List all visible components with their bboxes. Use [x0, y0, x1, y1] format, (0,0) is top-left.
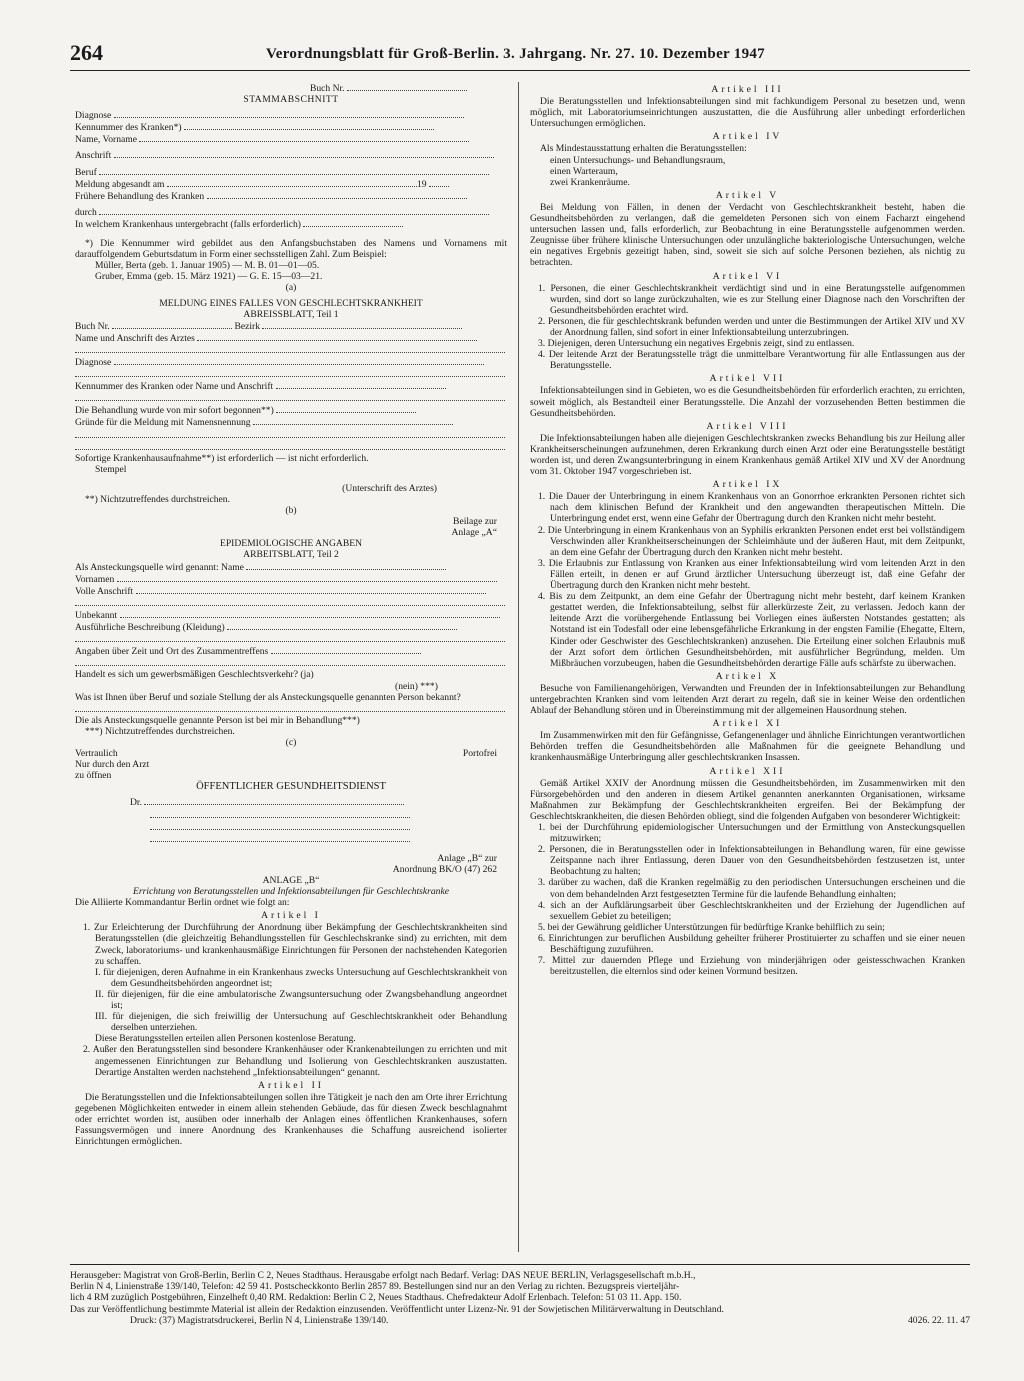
- was-ist-text: Was ist Ihnen über Beruf und soziale Stellung der als Ansteckungsquelle genannten Person bekannt?: [75, 691, 461, 703]
- nein-label: (nein) ***): [395, 680, 438, 692]
- form-fill-line: [276, 380, 446, 389]
- blank-line: [75, 368, 507, 380]
- form-fill-line: [75, 597, 505, 606]
- form-fill-line: [75, 429, 505, 438]
- anlage-b-ref-2: Anordnung BK/O (47) 262: [392, 863, 497, 875]
- handelt-line: [75, 669, 507, 680]
- form-fill-line: [144, 796, 404, 805]
- unterschrift-label: (Unterschrift des Arztes): [342, 482, 437, 494]
- imprint-line: lich 4 RM zuzüglich Postgebühren, Einzelheft 0,40 RM. Redaktion: Berlin C 2, Neues Stadthaus. Chefredakteur Adolf Erlenbach. Telefon: 51 03 11. App. 150.: [70, 1292, 682, 1304]
- field-label: durch: [75, 206, 97, 218]
- buch-nr-line: [75, 82, 507, 94]
- article-7-para: Infektionsabteilungen sind in Gebieten, wo es die Gesundheitsbehörden für erforderlich erachten, zu errichten, soweit möglich, als Bestandteil einer Beratungsstelle. Die Anzahl der vorzusehenden Betten bestimmen die Gesundheitsbehörden.: [530, 385, 965, 419]
- field-label: Frühere Behandlung des Kranken: [75, 190, 205, 202]
- nur-durch-label: Nur durch den Arzt: [75, 759, 150, 771]
- spacer: [75, 845, 507, 853]
- field-label: Bezirk: [234, 320, 261, 332]
- meldung-field: [75, 332, 507, 344]
- field-label: Anschrift: [75, 150, 112, 162]
- form-fill-line: [75, 633, 505, 642]
- spacer: [75, 475, 507, 483]
- article-9-item: 3. Die Erlaubnis zur Entlassung von Kranken aus einer Infektionsabteilung wird vom leitenden Arzt in den Fällen erteilt, in denen er auf Grund ärztlicher Untersuchung überzeugt ist, daß eine Gefahr der Übertragung durch den Kranken nicht mehr besteht.: [538, 557, 965, 592]
- kennummer-footnote: *) Die Kennummer wird gebildet aus den Anfangsbuchstaben des Namens und Vornamens mit darauffolgendem Geburtsdatum in Form einer sechsstelligen Zahl. Zum Beispiel:: [75, 238, 507, 261]
- meldung-buch-line: [75, 320, 507, 332]
- vertraulich-label: Vertraulich: [75, 748, 118, 760]
- article-4-item: einen Warteraum,: [550, 165, 618, 177]
- form-fill-line: [227, 621, 457, 630]
- stamm-field: [75, 133, 507, 145]
- sofortige-line: Sofortige Krankenhausaufnahme**) ist erforderlich — ist nicht erforderlich.: [75, 452, 369, 464]
- article-7-heading: Artikel VII: [709, 373, 786, 385]
- epi-field: [75, 645, 507, 657]
- field-label: Buch Nr.: [75, 320, 110, 332]
- form-fill-line: [184, 121, 434, 130]
- spacer: [75, 230, 507, 238]
- article-12-item: 5. bei der Gewährung geldlicher Unterstützungen für bedürftige Kranke behilflich zu sein;: [538, 921, 885, 933]
- anlage-b-subtitle: Errichtung von Beratungsstellen und Infektionsabteilungen für Geschlechtskranke: [133, 886, 449, 898]
- left-column: [75, 82, 507, 1262]
- stamm-field: [75, 149, 507, 161]
- field-label: Kennummer des Kranken*): [75, 122, 182, 134]
- epi-field: [75, 561, 507, 573]
- form-fill-line: [150, 833, 410, 842]
- running-title: Verordnungsblatt für Groß-Berlin. 3. Jahrgang. Nr. 27. 10. Dezember 1947: [266, 46, 765, 62]
- article-10-para: Besuche von Familienangehörigen, Verwandten und Freunden der in Infektionsabteilungen zur Behandlung untergebrachten Kranken sind vom leitenden Arzt derart zu regeln, daß sie in keiner Weise den ordentlichen Ablauf der Behandlung stören und in Übereinstimmung mit der allgemeinen Hausordnung stehen.: [530, 682, 965, 717]
- form-fill-line: [114, 109, 464, 118]
- form-fill-line: [139, 133, 469, 142]
- article-6-heading: Artikel VI: [712, 270, 783, 282]
- article-11-para: Im Zusammenwirken mit den für Gefängnisse, Gefangenenlager und ähnliche Einrichtungen verantwortlichen Behörden treffen die Gesundheitsbehörden alle Maßnahmen für die geeignete Behandlung und krankenhausmäßige Unterbringung aller geschlechtskranken Insassen.: [530, 730, 965, 764]
- article-4-item: zwei Krankenräume.: [550, 176, 630, 188]
- form-fill-line: [167, 178, 417, 187]
- stamm-field: [75, 121, 507, 133]
- field-label: Als Ansteckungsquelle wird genannt: Name: [75, 561, 244, 573]
- article-1-para: 1. Zur Erleichterung der Durchführung der Anordnung über Bekämpfung der Geschlechtskrankheiten sind Beratungsstellen (die gleichzeitig Behandlungsstellen für Geschlechskranke sind) zu errichten, mit dem Zweck, laboratoriums- und krankenhausmäßige Einrichtungen für Personen der nachstehenden Kategorien zu schaffen.: [83, 922, 507, 967]
- article-6-item: 4. Der leitende Arzt der Beratungsstelle trägt die unmittelbare Verantwortung für alle Entlassungen aus der Beratungsstelle.: [538, 349, 965, 372]
- field-label: Vornamen: [75, 573, 115, 585]
- field-label: Die Behandlung wurde von mir sofort begonnen**): [75, 405, 274, 417]
- form-fill-line: [114, 149, 494, 158]
- form-fill-line: [347, 82, 467, 91]
- form-fill-line: [271, 645, 421, 654]
- article-12-item: 4. sich an der Aufklärungsarbeit über Geschlechtskrankheiten und der Erziehung der Jugendlichen auf sexuellem Gebiet zu beteiligen;: [538, 899, 965, 922]
- form-fill-line: [75, 441, 505, 450]
- form-fill-line: [75, 344, 505, 353]
- article-12-item: 2. Personen, die in Beratungsstellen oder in Infektionsabteilungen in Behandlung waren, für eine gewisse Zeitspanne nach ihrer Entlassung, deren Dauer von den Gesundheitsbehörden festzusetzen ist, unter Beobachtung zu halten;: [538, 844, 965, 878]
- footer-rule: [70, 1264, 970, 1265]
- blank-line: [75, 597, 507, 609]
- meldung-field: [75, 416, 507, 428]
- nicht-footnote-1: **) Nichtzutreffendes durchstreichen.: [85, 494, 231, 505]
- field-label: Diagnose: [75, 356, 112, 368]
- form-fill-line: [253, 416, 453, 425]
- article-6-item: 2. Personen, die für geschlechtskrank befunden werden und unter die Bestimmungen der Artikel XIV und XV der Anordnung fallen, sind sofort in einer Infektionsabteilung unterzubringen.: [538, 315, 965, 338]
- epi-field: [75, 585, 507, 597]
- blank-line: [75, 429, 507, 441]
- field-label: Angaben über Zeit und Ort des Zusammentreffens: [75, 646, 269, 658]
- form-fill-line: [75, 703, 505, 712]
- form-fill-line: [120, 609, 500, 618]
- article-12-item: 6. Einrichtungen zur beruflichen Ausbildung geheilter früherer Prostituierter zu schaffen und sie einer neuen Beschäftigung zuzuführen.: [538, 932, 965, 956]
- meldung-field: [75, 404, 507, 416]
- die-als-text: Die als Ansteckungsquelle genannte Person ist bei mir in Behandlung***): [75, 714, 360, 726]
- article-6-item: 1. Personen, die einer Geschlechtskrankheit verdächtigt sind und in eine Beratungsstelle aufgenommen wurden, sind dort so lange zurückzuhalten, wie es zur Stellung einer Diagnose nach den Vorschriften der Gesundheitsbehörden erachtet wird.: [538, 282, 965, 316]
- stamm-title: STAMMABSCHNITT: [243, 94, 339, 106]
- meldung-subtitle: ABREISSBLATT, Teil 1: [243, 308, 339, 320]
- article-1-item: I. für diejenigen, deren Aufnahme in ein Krankenhaus zwecks Untersuchung auf Geschlechtskrankheit von dem Gesundheitsbehörden angeordnet ist;: [95, 966, 507, 989]
- form-fill-line: [99, 166, 489, 175]
- epi-title: EPIDEMIOLOGISCHE ANGABEN: [219, 538, 363, 550]
- article-9-heading: Artikel IX: [712, 479, 783, 491]
- article-12-item: 3. darüber zu wachen, daß die Kranken regelmäßig zu den periodischen Untersuchungen erscheinen und die von dem behandelnden Arzt festgesetzten Termine für die laufende Behandlung einhalten;: [538, 877, 965, 900]
- header-rule: [70, 70, 970, 71]
- blank-line: [75, 344, 507, 356]
- article-1-item: III. für diejenigen, die sich freiwillig der Untersuchung auf Geschlechtskrankheit oder Behandlung derselben unterziehen.: [95, 1011, 507, 1034]
- form-fill-line: [99, 206, 489, 215]
- blank-line: [75, 633, 507, 645]
- zu-oeffnen-label: zu öffnen: [75, 770, 112, 782]
- example-line: Gruber, Emma (geb. 15. März 1921) — G. E. 15—03—21.: [95, 271, 323, 283]
- stamm-field: [75, 109, 507, 121]
- field-label: Diagnose: [75, 110, 112, 122]
- field-label: Kennummer des Kranken oder Name und Anschrift: [75, 381, 274, 393]
- article-8-heading: Artikel VIII: [706, 420, 789, 432]
- field-label: Name, Vorname: [75, 134, 137, 146]
- article-12-heading: Artikel XII: [709, 765, 786, 777]
- stamm-field: [75, 178, 507, 190]
- page-header: [70, 40, 970, 70]
- field-label: Name und Anschrift des Arztes: [75, 332, 195, 344]
- article-2-para: Die Beratungsstellen und die Infektionsabteilungen sollen ihre Tätigkeit je nach den am Orte ihrer Errichtung gegebenen Möglichkeiten entweder in einem allein stehenden Gebäude, das für diesen Zweck beschlagnahmt oder errichtet worden ist, ausüben oder innerhalb der Anlagen eines öffentlichen Krankenhauses, sofern Fassungsvermögen und innere Anordnung des Krankenhauses die Schaffung ausreichend isolierter Einrichtungen ermöglichen.: [75, 1091, 507, 1148]
- epi-field: [75, 609, 507, 621]
- stamm-field: [75, 206, 507, 218]
- article-8-para: Die Infektionsabteilungen haben alle diejenigen Geschlechtskranken zwecks Behandlung bis zur Heilung aller Krankheitserscheinungen aufzunehmen, deren Erkrankung durch einen Arzt oder eine Beratungsstelle bestätigt worden ist, und deren Zwangsunterbringung in einem Krankenhaus gemäß Artikel XIV und XV der Anordnung vom 31. Oktober 1947 vorgeschrieben ist.: [530, 432, 965, 478]
- alliierte-line: Die Alliierte Kommandantur Berlin ordnet wie folgt an:: [75, 897, 290, 909]
- field-label: Volle Anschrift: [75, 585, 134, 597]
- section-mark-c: (c): [285, 736, 297, 748]
- article-3-para: Die Beratungsstellen und Infektionsabteilungen sind mit fachkundigem Personal zu besetzen und, wenn möglich, mit Laboratoriumseinrichtungen auszustatten, die die Ausführung aller unbedingt erforderlichen Untersuchungen ermöglichen.: [530, 96, 965, 130]
- print-code: 4026. 22. 11. 47: [907, 1314, 970, 1326]
- imprint-line: Herausgeber: Magistrat von Groß-Berlin, Berlin C 2, Neues Stadthaus. Herausgabe erfolgt nach Bedarf. Verlag: DAS NEUE BERLIN, Verlagsgesellschaft m.b.H.,: [70, 1270, 696, 1281]
- anlage-a-label: Anlage „A“: [451, 527, 497, 539]
- druck-line: Druck: (37) Magistratsdruckerei, Berlin N 4, Linienstraße 139/140.: [130, 1314, 389, 1326]
- article-1-heading: Artikel I: [261, 910, 321, 922]
- article-4-para: Als Mindestausstattung erhalten die Beratungsstellen:: [540, 143, 747, 155]
- stamm-field: [75, 190, 507, 202]
- article-3-heading: Artikel III: [711, 84, 784, 95]
- stamm-field: [75, 166, 507, 178]
- form-fill-line: [75, 657, 505, 666]
- stamm-field: [75, 218, 507, 230]
- address-line: [75, 833, 507, 845]
- form-fill-line: [197, 332, 477, 341]
- meldung-field: [75, 380, 507, 392]
- stempel-label: Stempel: [95, 463, 127, 475]
- imprint-footer: [70, 1270, 970, 1326]
- dr-line: [75, 796, 507, 808]
- field-label: Meldung abgesandt am: [75, 178, 165, 190]
- example-line: Müller, Berta (geb. 1. Januar 1905) — M. B. 01—01—05.: [95, 260, 320, 272]
- blank-line: [75, 703, 507, 715]
- form-fill-line: [150, 809, 410, 818]
- form-fill-line: [276, 404, 416, 413]
- form-fill-line: [114, 356, 484, 365]
- form-fill-line: [75, 392, 505, 401]
- imprint-line: Das zur Veröffentlichung bestimmte Material ist allein der Redaktion einzusenden. Veröffentlicht unter Lizenz-Nr. 91 der Sowjetischen Militärverwaltung in Deutschland.: [70, 1303, 724, 1315]
- field-label: In welchem Krankenhaus untergebracht (falls erforderlich): [75, 218, 301, 230]
- druck-row: [70, 1315, 970, 1326]
- portofrei-label: Portofrei: [462, 748, 497, 760]
- anlage-b-title: ANLAGE „B“: [262, 875, 320, 886]
- epi-subtitle: ARBEITSBLATT, Teil 2: [243, 549, 339, 561]
- article-11-heading: Artikel XI: [712, 718, 783, 730]
- oeff-title: ÖFFENTLICHER GESUNDHEITSDIENST: [196, 781, 386, 793]
- form-fill-line: [136, 585, 486, 594]
- form-fill-line: [207, 190, 467, 199]
- imprint-line: Berlin N 4, Linienstraße 139/140, Telefon: 42 59 41. Postscheckkonto Berlin 2857 89. Bestellungen sind nur an den Verlag zu richten. Bezugspreis vierteljähr-: [70, 1281, 680, 1293]
- blank-line: [75, 392, 507, 404]
- blank-line: [75, 441, 507, 453]
- article-12-para: Gemäß Artikel XXIV der Anordnung müssen die Gesundheitsbehörden, im Zusammenwirken mit den Fürsorgebehörden und den anderen in diesem Artikel genannten anerkannten Organisationen, wirksame Maßnahmen zur Bekämpfung der Geschlechtskrankheiten ergreifen. Bei der Bekämpfung der Geschlechtskrankheiten, die diesen Behörden obliegt, sind die folgenden Aufgaben von besonderer Wichtigkeit:: [530, 777, 965, 822]
- form-fill-line: [246, 561, 446, 570]
- article-5-heading: Artikel V: [715, 189, 780, 201]
- address-line: [75, 809, 507, 821]
- article-1-para: 2. Außer den Beratungsstellen sind besondere Krankenhäuser oder Krankenabteilungen zu errichten und mit angemessenen Einrichtungen zur Behandlung und Isolierung von Geschlechtskranken auszustatten. Derartige Anstalten werden nachstehend „Infektionsabteilungen“ genannt.: [83, 1044, 507, 1078]
- section-mark-a: (a): [285, 282, 297, 294]
- article-12-item: 1. bei der Durchführung epidemiologischer Untersuchungen und der Ermittlung von Ansteckungsquellen mitzuwirken;: [538, 822, 965, 845]
- handelt-text: Handelt es sich um gewerbsmäßigen Geschlechtsverkehr? (ja): [75, 669, 314, 681]
- article-1-item: II. für diejenigen, für die eine ambulatorische Zwangsuntersuchung oder Zwangsbehandlung angeordnet ist;: [95, 988, 507, 1012]
- article-4-heading: Artikel IV: [712, 131, 783, 143]
- article-10-heading: Artikel X: [715, 670, 780, 682]
- buch-nr-label: Buch Nr.: [309, 83, 345, 94]
- blank-line: [75, 657, 507, 669]
- field-label: Beruf: [75, 166, 97, 178]
- address-line: [75, 821, 507, 833]
- article-2-heading: Artikel II: [258, 1079, 324, 1091]
- vertraulich-row: [75, 748, 507, 759]
- anlage-b-ref-1: Anlage „B“ zur: [437, 852, 497, 864]
- year-suffix: 19: [416, 178, 427, 190]
- nicht-footnote-2: ***) Nichtzutreffendes durchstreichen.: [85, 725, 235, 737]
- field-label: Ausführliche Beschreibung (Kleidung): [75, 622, 225, 634]
- article-9-item: 1. Die Dauer der Unterbringung in einem Krankenhaus von an Gonorrhoe erkrankten Personen richtet sich nach dem klinischen Befund der Krankheit und den angewandten therapeutischen Mitteln. Die Unterbringung endet erst, wenn eine Gefahr der Übertragung durch den Kranken nicht mehr besteht.: [538, 491, 965, 525]
- article-12-item: 7. Mittel zur dauernden Pflege und Erziehung von minderjährigen oder geistesschwachen Kranken bereitzustellen, die elternlos sind oder keinen Vormund besitzen.: [538, 955, 965, 978]
- article-4-item: einen Untersuchungs- und Behandlungsraum,: [550, 154, 726, 166]
- section-mark-b: (b): [285, 505, 297, 517]
- form-fill-line: [150, 821, 410, 830]
- article-5-para: Bei Meldung von Fällen, in denen der Verdacht von Geschlechtskrankheit besteht, haben die Gesundheitsbehörden zu verlangen, daß die gemeldeten Personen sich von einem Facharzt eingehend untersuchen lassen und, falls erforderlich, zur Beobachtung in eine Beratungsstelle aufgenommen werden. Zeugnisse über frühere klinische Untersuchungen oder unzulängliche bakteriologische Untersuchungen, welche ein negatives Ergebnis gezeitigt haben, sind, soweit sie sich auf solche Personen beziehen, als nichtig zu betrachten.: [530, 201, 965, 269]
- meldung-field: [75, 356, 507, 368]
- article-9-item: 4. Bis zu dem Zeitpunkt, an dem eine Gefahr der Übertragung nicht mehr besteht, darf keinem Kranken gestattet werden, die Infektionsabteilung, selbst für allerkürzeste Zeit, zu verlassen. Jedoch kann der leitende Arzt die vorübergehende Entlassung bei Vorliegen eines äußersten Notstandes gestatten; als Notstand ist ein Todesfall oder eine lebensgefährliche Erkrankung in der engsten Familie (Ehegatte, Eltern, Kinder oder Geschwister des Geschlechtskranken) anzusehen. Die Erteilung einer solchen Erlaubnis muß der Arzt sofort dem örtlichen Gesundheitsbehörden, mit ausführlicher Begründung, melden. Um Mißbräuchen vorzubeugen, haben die Gesundheitsbehörden derartige Fälle aufs schärfste zu überwachen.: [538, 591, 965, 669]
- page-number: 264: [70, 40, 103, 65]
- article-9-item: 2. Die Unterbringung in einem Krankenhaus von an Syphilis erkrankten Personen endet erst bei vollständigem Verschwinden aller Krankheitserscheinungen der Schleimhäute und der äußeren Haut, mit dem Zeitpunkt, an dem eine Gefahr der Übertragung durch den Kranken nicht mehr besteht.: [538, 524, 965, 558]
- column-divider: [518, 82, 519, 1252]
- article-1-cost: Diese Beratungsstellen erteilen allen Personen kostenlose Beratung.: [95, 1033, 356, 1045]
- field-label: Gründe für die Meldung mit Namensnennung: [75, 417, 251, 429]
- form-fill-line: [75, 368, 505, 377]
- field-label: Unbekannt: [75, 609, 118, 621]
- article-6-item: 3. Diejenigen, deren Untersuchung ein negatives Ergebnis zeigt, sind zu entlassen.: [538, 338, 855, 350]
- epi-field: [75, 621, 507, 633]
- form-fill-line: [117, 573, 497, 582]
- form-fill-line: [262, 320, 462, 329]
- dr-label: Dr.: [130, 797, 142, 809]
- epi-field: [75, 573, 507, 585]
- form-fill-line: [429, 178, 449, 187]
- beilage-label: Beilage zur: [453, 516, 497, 528]
- right-column: [530, 82, 965, 1262]
- meldung-title: MELDUNG EINES FALLES VON GESCHLECHTSKRANKHEIT: [159, 297, 423, 309]
- form-fill-line: [112, 320, 232, 329]
- form-fill-line: [303, 218, 403, 227]
